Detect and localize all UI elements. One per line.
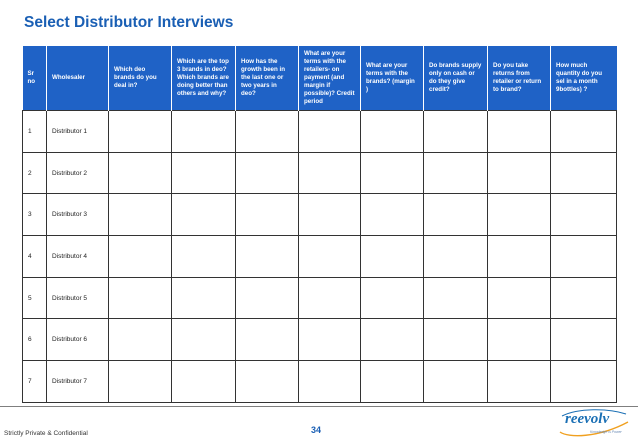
cell-empty <box>236 361 299 403</box>
cell-empty <box>299 194 361 236</box>
cell-empty <box>424 236 488 278</box>
cell-wholesaler: Distributor 1 <box>47 111 109 153</box>
cell-empty <box>424 111 488 153</box>
header-growth: How has the growth been in the last one or two years in deo? <box>236 46 299 111</box>
cell-empty <box>488 111 551 153</box>
cell-empty <box>424 319 488 361</box>
cell-sr: 4 <box>23 236 47 278</box>
cell-empty <box>236 277 299 319</box>
cell-empty <box>236 152 299 194</box>
header-deo-brands: Which deo brands do you deal in? <box>109 46 172 111</box>
cell-empty <box>488 152 551 194</box>
cell-sr: 7 <box>23 361 47 403</box>
cell-empty <box>551 277 617 319</box>
cell-empty <box>551 111 617 153</box>
logo-text: reevolv <box>565 411 610 427</box>
cell-empty <box>172 152 236 194</box>
header-sr-no: Sr no <box>23 46 47 111</box>
cell-empty <box>551 361 617 403</box>
cell-empty <box>109 361 172 403</box>
cell-empty <box>299 236 361 278</box>
cell-empty <box>299 277 361 319</box>
cell-wholesaler: Distributor 2 <box>47 152 109 194</box>
cell-empty <box>109 194 172 236</box>
cell-empty <box>236 194 299 236</box>
cell-empty <box>551 319 617 361</box>
cell-empty <box>172 319 236 361</box>
header-monthly-quantity: How much quantity do you sel in a month 9bottles) ? <box>551 46 617 111</box>
cell-empty <box>172 236 236 278</box>
table-row <box>23 361 617 403</box>
cell-sr: 6 <box>23 319 47 361</box>
cell-empty <box>236 236 299 278</box>
cell-empty <box>172 111 236 153</box>
confidential-notice: Strictly Private & Confidential <box>4 430 88 437</box>
cell-empty <box>424 152 488 194</box>
cell-wholesaler: Distributor 3 <box>47 194 109 236</box>
footer-divider <box>0 406 638 407</box>
page-number: 34 <box>311 425 322 435</box>
cell-empty <box>361 152 424 194</box>
interview-table-container <box>22 46 617 403</box>
cell-empty <box>361 277 424 319</box>
cell-empty <box>172 277 236 319</box>
cell-empty <box>551 194 617 236</box>
cell-empty <box>299 111 361 153</box>
cell-sr: 3 <box>23 194 47 236</box>
cell-empty <box>361 236 424 278</box>
cell-empty <box>488 194 551 236</box>
cell-empty <box>424 277 488 319</box>
cell-empty <box>488 319 551 361</box>
logo-tagline: Knowledge is Power <box>590 430 622 434</box>
cell-sr: 1 <box>23 111 47 153</box>
cell-empty <box>424 194 488 236</box>
table-row <box>23 152 617 194</box>
table-row <box>23 111 617 153</box>
cell-empty <box>361 194 424 236</box>
cell-empty <box>551 236 617 278</box>
interview-table <box>22 46 617 403</box>
cell-empty <box>109 152 172 194</box>
cell-empty <box>361 111 424 153</box>
cell-empty <box>488 236 551 278</box>
table-row <box>23 236 617 278</box>
cell-empty <box>361 361 424 403</box>
table-row <box>23 277 617 319</box>
cell-empty <box>236 319 299 361</box>
cell-empty <box>299 152 361 194</box>
cell-wholesaler: Distributor 7 <box>47 361 109 403</box>
cell-empty <box>361 319 424 361</box>
cell-empty <box>109 319 172 361</box>
table-row <box>23 319 617 361</box>
cell-empty <box>299 319 361 361</box>
cell-wholesaler: Distributor 6 <box>47 319 109 361</box>
cell-empty <box>299 361 361 403</box>
header-wholesaler: Wholesaler <box>47 46 109 111</box>
header-supply-credit: Do brands supply only on cash or do they give credit? <box>424 46 488 111</box>
cell-empty <box>172 361 236 403</box>
cell-wholesaler: Distributor 4 <box>47 236 109 278</box>
header-top-brands: Which are the top 3 brands in deo? Which brands are doing better than others and why? <box>172 46 236 111</box>
page-title: Select Distributor Interviews <box>24 14 234 31</box>
cell-sr: 5 <box>23 277 47 319</box>
cell-empty <box>109 111 172 153</box>
header-retailer-terms: What are your terms with the retailers- on payment (and margin if possible)? Credit period <box>299 46 361 111</box>
cell-empty <box>172 194 236 236</box>
cell-empty <box>424 361 488 403</box>
cell-empty <box>236 111 299 153</box>
table-header-row <box>23 46 617 111</box>
header-returns: Do you take returns from retailer or return to brand? <box>488 46 551 111</box>
cell-empty <box>488 277 551 319</box>
cell-wholesaler: Distributor 5 <box>47 277 109 319</box>
cell-sr: 2 <box>23 152 47 194</box>
cell-empty <box>109 236 172 278</box>
header-brand-terms: What are your terms with the brands? (margin ) <box>361 46 424 111</box>
table-row <box>23 194 617 236</box>
cell-empty <box>551 152 617 194</box>
cell-empty <box>488 361 551 403</box>
cell-empty <box>109 277 172 319</box>
